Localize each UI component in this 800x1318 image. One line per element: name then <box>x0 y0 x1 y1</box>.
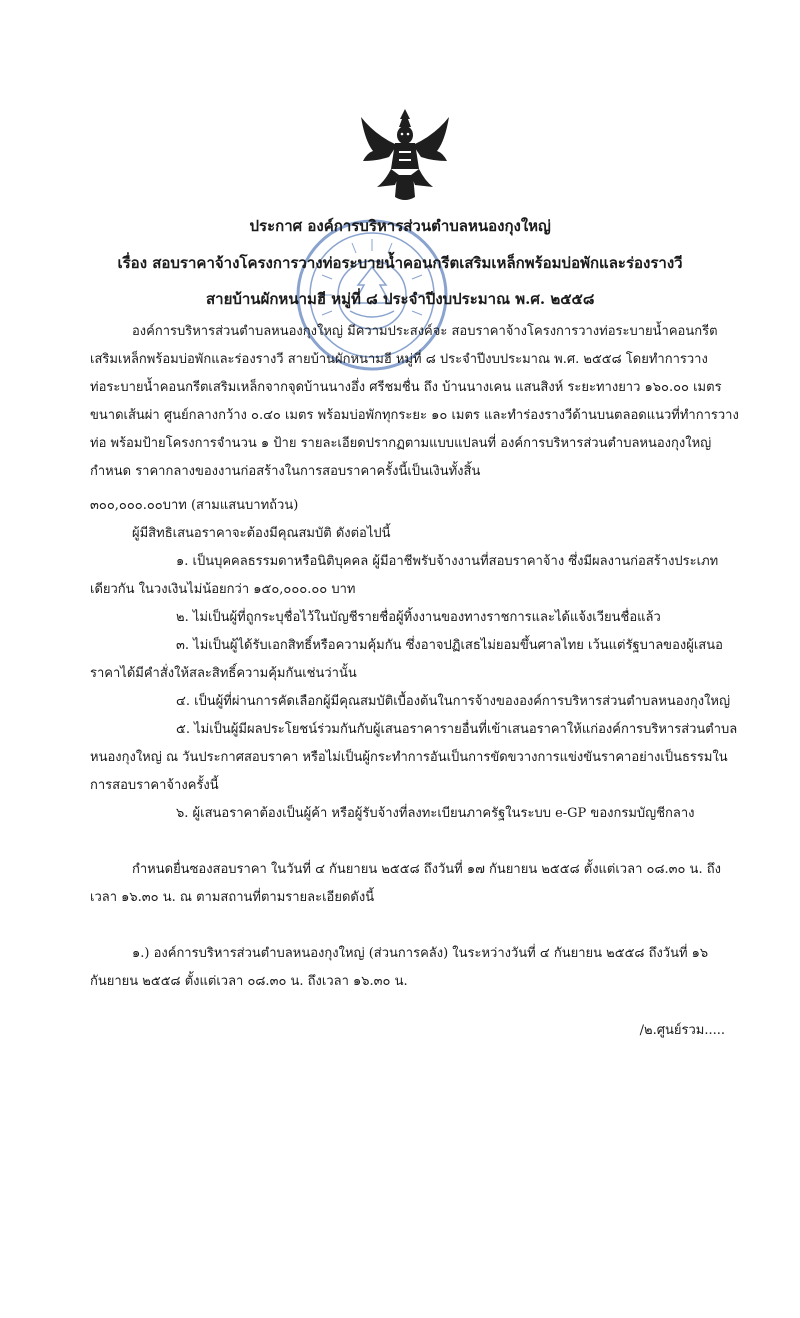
location-item: ๑.) องค์การบริหารส่วนตำบลหนองกุงใหญ่ (ส่วนการคลัง) ในระหว่างวันที่ ๔ กันยายน ๒๕๕๘ ถึงวันที่ ๑๖ <box>132 946 709 961</box>
qualification-item: ๕. ไม่เป็นผู้มีผลประโยชน์ร่วมกันกับผู้เสนอราคารายอื่นที่เข้าเสนอราคาให้แก่องค์การบริหารส่วนตำบล <box>176 722 738 737</box>
qualification-item: ๖. ผู้เสนอราคาต้องเป็นผู้ค้า หรือผู้รับจ้างที่ลงทะเบียนภาครัฐในระบบ e-GP ของกรมบัญชีกลาง <box>176 806 695 821</box>
paragraph-line: องค์การบริหารส่วนตำบลหนองกุงใหญ่ มีความประสงค์จะ สอบราคาจ้างโครงการวางท่อระบายน้ำคอนกรีต <box>132 324 718 339</box>
qualification-item-continued: ราคาได้มีคำสั่งให้สละสิทธิ์ความคุ้มกันเช่นว่านั้น <box>90 666 357 681</box>
qualification-item: ๑. เป็นบุคคลธรรมดาหรือนิติบุคคล ผู้มีอาชีพรับจ้างงานที่สอบราคาจ้าง ซึ่งมีผลงานก่อสร้างประเภท <box>176 554 719 569</box>
garuda-emblem-icon <box>355 105 455 205</box>
submission-schedule: กำหนดยื่นซองสอบราคา ในวันที่ ๔ กันยายน ๒๕๕๘ ถึงวันที่ ๑๗ กันยายน ๒๕๕๘ ตั้งแต่เวลา ๐๘.๓๐ น. ถึง <box>132 862 721 877</box>
qualification-item: ๔. เป็นผู้ที่ผ่านการคัดเลือกผู้มีคุณสมบัติเบื้องต้นในการจ้างขององค์การบริหารส่วนตำบลหนองกุงใหญ่ <box>176 694 731 709</box>
paragraph-line: ท่อระบายน้ำคอนกรีตเสริมเหล็กจากจุดบ้านนางอึ่ง ศรีชมชื่น ถึง บ้านนางเคน แสนสิงห์ ระยะทางยาว ๑๖๐.๐๐ เมตร <box>90 380 722 395</box>
qualification-item: ๒. ไม่เป็นผู้ที่ถูกระบุชื่อไว้ในบัญชีรายชื่อผู้ทิ้งงานของทางราชการและได้แจ้งเวียนชื่อแล้ว <box>176 610 661 625</box>
paragraph-line: ขนาดเส้นผ่า ศูนย์กลางกว้าง ๐.๔๐ เมตร พร้อมบ่อพักทุกระยะ ๑๐ เมตร และทำร่องรางวีด้านบนตลอดแนวที่ทำการวาง <box>90 408 739 423</box>
paragraph-line: กำหนด ราคากลางของงานก่อสร้างในการสอบราคาครั้งนี้เป็นเงินทั้งสิ้น <box>90 464 481 479</box>
announcement-title: ประกาศ องค์การบริหารส่วนตำบลหนองกุงใหญ่ <box>249 217 551 235</box>
qualification-item-continued: หนองกุงใหญ่ ณ วันประกาศสอบราคา หรือไม่เป็นผู้กระทำการอันเป็นการขัดขวางการแข่งขันราคาอย่างเป็นธรรมใน <box>90 750 728 765</box>
submission-schedule-continued: เวลา ๑๖.๓๐ น. ณ ตามสถานที่ตามรายละเอียดดังนี้ <box>90 890 375 905</box>
qualification-item-continued: เดียวกัน ในวงเงินไม่น้อยกว่า ๑๕๐,๐๐๐.๐๐ บาท <box>90 582 356 597</box>
paragraph-line: เสริมเหล็กพร้อมบ่อพักและร่องรางวี สายบ้านผักหนามฮี หมู่ที่ ๘ ประจำปีงบประมาณ พ.ศ. ๒๕๕๘ โดยทำการวาง <box>90 352 708 367</box>
qualification-item-continued: การสอบราคาจ้างครั้งนี้ <box>90 778 219 793</box>
subject-line: เรื่อง สอบราคาจ้างโครงการวางท่อระบายน้ำคอนกรีตเสริมเหล็กพร้อมบ่อพักและร่องรางวี <box>117 254 683 272</box>
subject-line-continued: สายบ้านผักหนามฮี หมู่ที่ ๘ ประจำปีงบประมาณ พ.ศ. ๒๕๕๘ <box>206 290 595 308</box>
qualification-item: ๓. ไม่เป็นผู้ได้รับเอกสิทธิ์หรือความคุ้มกัน ซึ่งอาจปฏิเสธไม่ยอมขึ้นศาลไทย เว้นแต่รัฐบาลของผู้เสนอ <box>176 638 723 653</box>
continuation-note: /๒.ศูนย์รวม..... <box>639 1023 725 1038</box>
median-price: ๓๐๐,๐๐๐.๐๐บาท (สามแสนบาทถ้วน) <box>90 498 299 513</box>
location-item-continued: กันยายน ๒๕๕๘ ตั้งแต่เวลา ๐๘.๓๐ น. ถึงเวลา ๑๖.๓๐ น. <box>90 974 408 989</box>
qualification-intro: ผู้มีสิทธิเสนอราคาจะต้องมีคุณสมบัติ ดังต่อไปนี้ <box>132 526 391 541</box>
paragraph-line: ท่อ พร้อมป้ายโครงการจำนวน ๑ ป้าย รายละเอียดปรากฏตามแบบแปลนที่ องค์การบริหารส่วนตำบลหนองกุงใหญ่ <box>90 436 712 451</box>
